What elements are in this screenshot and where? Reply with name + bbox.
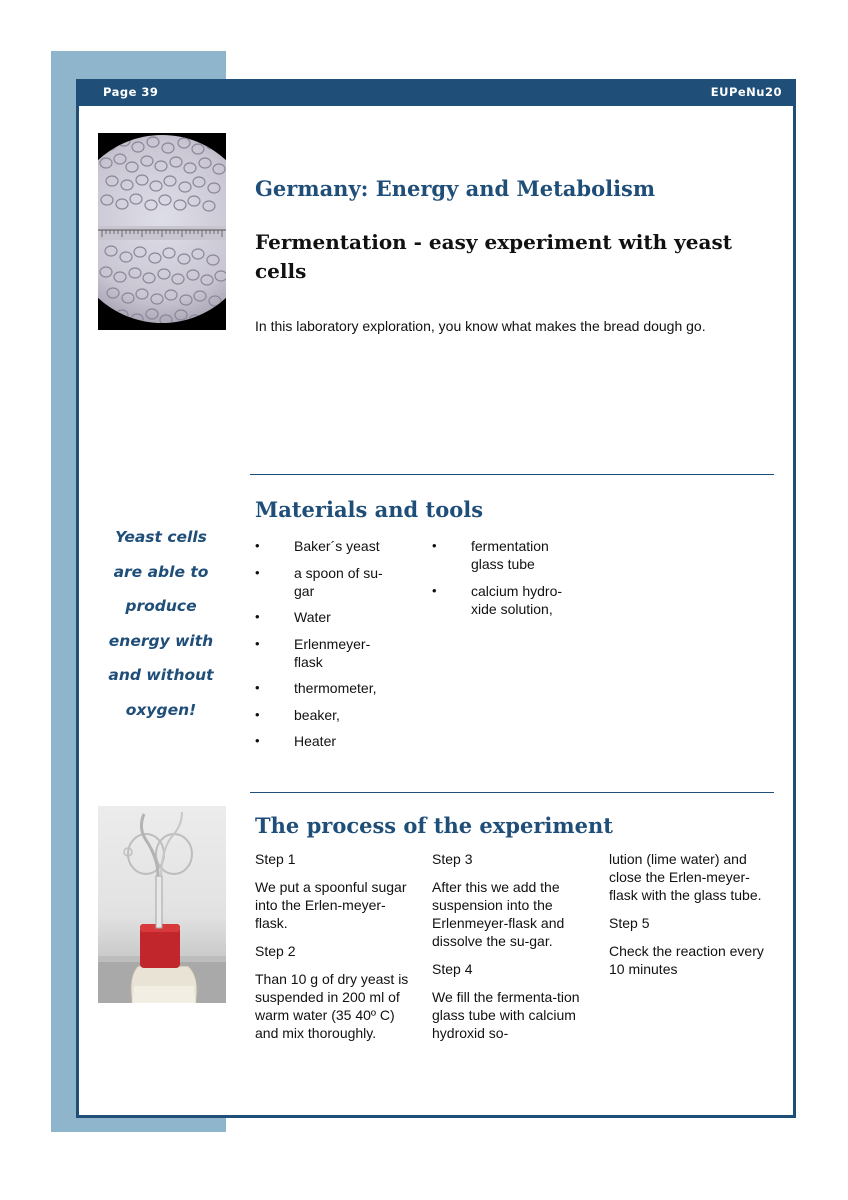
pull-quote: [96, 520, 226, 728]
list-item: • beaker,: [255, 706, 405, 724]
article-title: Fermentation - easy experiment with yeast cells: [255, 230, 732, 283]
step-text: lution (lime water) and close the Erlen-meyer-flask with the glass tube.: [609, 851, 762, 903]
step-text: Check the reaction every 10 minutes: [609, 943, 764, 977]
process-column: [609, 850, 771, 988]
step-heading: Step 4: [432, 961, 473, 977]
step-heading: Step 5: [609, 915, 650, 931]
step-text: We fill the fermenta-tion glass tube with calcium hydroxid so-: [432, 989, 580, 1041]
pull-quote-line: oxygen!: [125, 700, 197, 719]
process-column: [255, 850, 415, 1052]
list-item: • Erlenmeyer-flask: [255, 635, 399, 671]
materials-list: [432, 537, 582, 627]
list-item: • Heater: [255, 732, 405, 750]
step-heading: Step 1: [255, 851, 296, 867]
process-column: [432, 850, 594, 1052]
materials-list: [255, 537, 405, 759]
step-text: Than 10 g of dry yeast is suspended in 200 ml of warm water (35 40º C) and mix thoroughly.: [255, 971, 409, 1041]
list-item: • a spoon of su-gar: [255, 564, 399, 600]
yeast-cells-microscope-photo: [98, 133, 226, 330]
fermentation-airlock-photo: [98, 806, 226, 1003]
divider: [250, 792, 774, 793]
list-item: • calcium hydro-xide solution,: [432, 582, 582, 618]
pull-quote-line: produce: [125, 597, 197, 616]
step-heading: Step 2: [255, 943, 296, 959]
process-title: The process of the experiment: [255, 813, 613, 838]
intro-text: In this laboratory exploration, you know what makes the bread dough go.: [255, 318, 706, 334]
section-title: Germany: Energy and Metabolism: [255, 176, 656, 201]
list-item: • Baker´s yeast: [255, 537, 405, 555]
pull-quote-line: are able to: [113, 562, 209, 581]
project-name: EUPeNu20: [710, 85, 782, 99]
header-bar: [76, 79, 796, 106]
list-item: • Water: [255, 608, 405, 626]
step-text: After this we add the suspension into the Erlenmeyer-flask and dissolve the su-gar.: [432, 879, 565, 949]
materials-title: Materials and tools: [255, 497, 484, 522]
pull-quote-line: Yeast cells: [115, 528, 207, 546]
step-text: We put a spoonful sugar into the Erlen-meyer-flask.: [255, 879, 407, 931]
pull-quote-line: and without: [108, 666, 214, 685]
list-item: • thermometer,: [255, 679, 405, 697]
divider: [250, 474, 774, 475]
list-item: • fermentation glass tube: [432, 537, 582, 573]
page-number: Page 39: [103, 85, 159, 99]
step-heading: Step 3: [432, 851, 473, 867]
pull-quote-line: energy with: [108, 631, 214, 650]
